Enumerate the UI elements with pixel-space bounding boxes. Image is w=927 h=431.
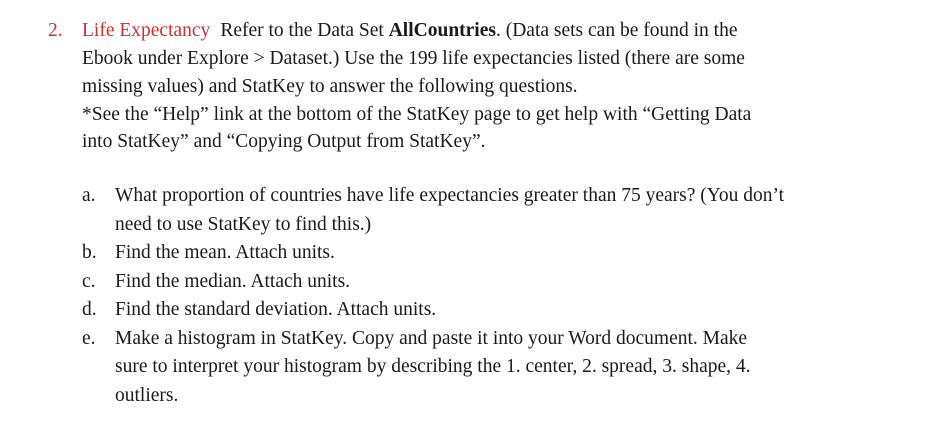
subpart-d — [82, 296, 882, 325]
subpart-text: Find the mean. Attach units. — [115, 242, 335, 263]
subpart-text: Make a histogram in StatKey. Copy and paste it into your Word document. Make — [115, 327, 748, 349]
question-statement — [82, 17, 872, 155]
help-note-line-1: *See the “Help” link at the bottom of the StatKey page to get help with “Getting Data — [82, 104, 752, 125]
question-line-2: Ebook under Explore > Dataset.) Use the 199 life expectancies listed (there are some — [82, 48, 745, 69]
subpart-text: Find the median. Attach units. — [115, 270, 351, 292]
subpart-letter: d. — [82, 299, 97, 320]
subpart-b — [82, 239, 882, 268]
subpart-text: Find the standard deviation. Attach units. — [115, 299, 437, 320]
intro-text-1: Refer to the Data Set — [220, 20, 389, 41]
dataset-name: AllCountries — [388, 20, 496, 41]
subpart-text: What proportion of countries have life expectancies greater than 75 years? (You don’t — [115, 185, 785, 206]
question-title: Life Expectancy — [82, 20, 211, 41]
subpart-c — [82, 268, 882, 297]
question-number: 2. — [48, 20, 63, 41]
question-line-3: missing values) and StatKey to answer the following questions. — [82, 76, 578, 97]
subpart-letter: c. — [82, 270, 96, 292]
help-note-line-2: into StatKey” and “Copying Output from StatKey”. — [82, 131, 486, 152]
subpart-text: need to use StatKey to find this.) — [115, 213, 372, 235]
subparts-list — [82, 182, 882, 410]
subpart-e — [82, 325, 882, 411]
subpart-letter: e. — [82, 327, 96, 349]
intro-text-2: . (Data sets can be found in the — [495, 20, 738, 41]
question-line-1 — [82, 17, 872, 45]
subpart-letter: a. — [82, 185, 96, 206]
subpart-text: sure to interpret your histogram by describing the 1. center, 2. spread, 3. shape, 4. — [115, 356, 751, 377]
subpart-letter: b. — [82, 242, 97, 263]
subpart-text: outliers. — [115, 384, 179, 406]
subpart-a — [82, 182, 882, 239]
